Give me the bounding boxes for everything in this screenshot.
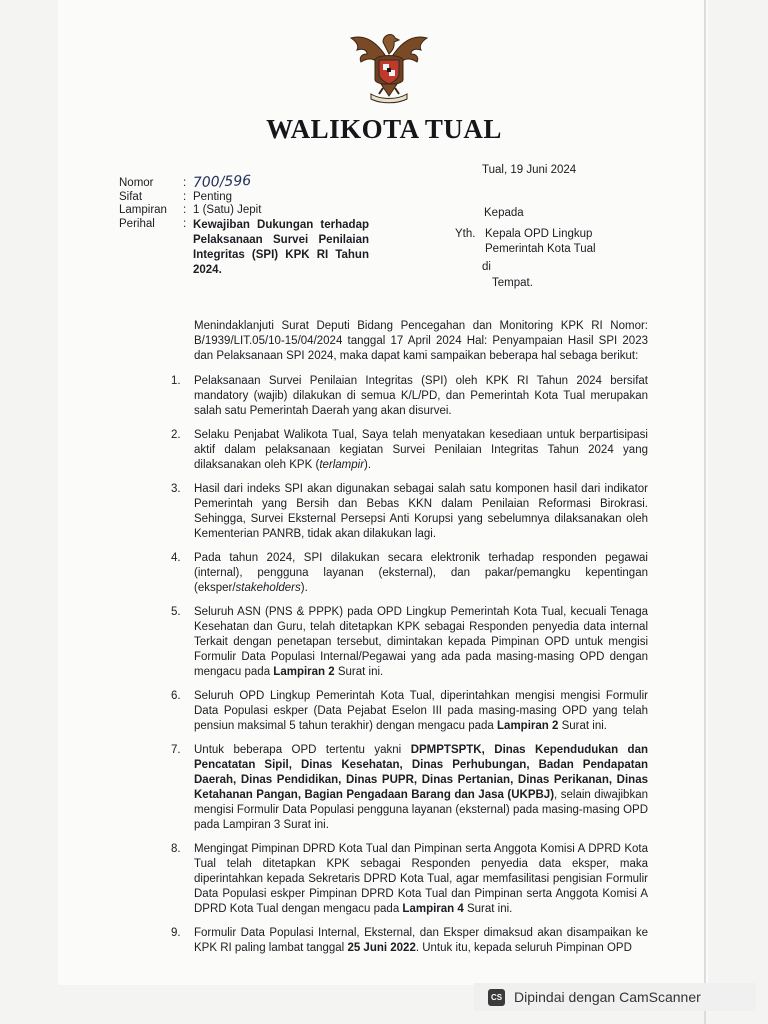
list-item xyxy=(171,551,648,596)
list-item xyxy=(171,605,648,680)
bold-term: Lampiran 4 xyxy=(402,903,464,915)
meta-row-perihal xyxy=(119,218,369,278)
list-item xyxy=(171,743,648,833)
addressee-recipient: Kepala OPD Lingkup Pemerintah Kota Tual xyxy=(485,228,596,255)
letterhead-title: WALIKOTA TUAL xyxy=(266,114,502,144)
list-item xyxy=(171,428,648,473)
meta-row-sifat xyxy=(119,191,369,205)
addressee-block xyxy=(455,206,651,291)
perihal-label: Perihal xyxy=(119,217,155,230)
perihal-colon: : xyxy=(183,217,187,230)
bold-term: 25 Juni 2022 xyxy=(347,942,416,954)
camscanner-watermark xyxy=(474,983,756,1011)
camscanner-icon: CS xyxy=(488,989,505,1006)
item-text: Pada tahun 2024, SPI dilakukan secara elektronik terhadap responden pegawai (internal), pengguna layanan (eksternal), dan pakar/pemangku kepentingan (eksper/stakeholders). xyxy=(194,552,648,594)
meta-row-lampiran xyxy=(119,204,369,218)
item-number: 9. xyxy=(171,927,181,939)
sifat-value: Penting xyxy=(193,190,233,203)
garuda-emblem-icon xyxy=(347,28,431,106)
item-text: Seluruh OPD Lingkup Pemerintah Kota Tual, diperintahkan mengisi mengisi Formulir Data Populasi eskper (Data Pejabat Eselon III pada masing-masing OPD yang telah pensiun maksimal 5 tahun terakhir) dengan mengacu pada Lampiran 2 Surat ini. xyxy=(194,690,648,732)
list-item xyxy=(171,926,648,956)
nomor-value: 700/596 xyxy=(192,172,252,192)
nomor-label: Nomor xyxy=(119,177,154,189)
italic-term: terlampir xyxy=(319,459,365,471)
item-text: Hasil dari indeks SPI akan digunakan sebagai salah satu komponen hasil dari indikator Pemerintah yang Bersih dan Bebas KKN dalam Penilaian Reformasi Birokrasi. Sehingga, Survei Eksternal Persepsi Anti Korupsi yang sebelumnya dilaksanakan oleh Kementerian PANRB, tidak akan dilakukan lagi. xyxy=(194,483,648,540)
page-edge xyxy=(704,0,706,1024)
item-text: Untuk beberapa OPD tertentu yakni DPMPTSPTK, Dinas Kependudukan dan Pencatatan Sipil, Dinas Kesehatan, Dinas Perhubungan, Badan Pendapatan Daerah, Dinas Pendidikan, Dinas PUPR, Dinas Pertanian, Dinas Perikanan, Dinas Ketahanan Pangan, Bagian Pengadaan Barang dan Jasa (UKPBJ), selain diwajibkan mengisi Formulir Data Populasi pengguna layanan (eksternal) pada masing-masing OPD pada Lampiran 3 Surat ini. xyxy=(194,744,648,831)
item-text: Mengingat Pimpinan DPRD Kota Tual dan Pimpinan serta Anggota Komisi A DPRD Kota Tual telah ditetapkan KPK sebagai Responden penyedia data eksper, maka diperintahkan kepada Sekretaris DPRD Kota Tual, agar memfasilitasi pengisian Formulir Data Populasi eskper Pimpinan DPRD Kota Tual dan Pimpinan serta Anggota Komisi A DPRD Kota Tual dengan mengacu pada Lampiran 4 Surat ini. xyxy=(194,843,648,915)
list-item xyxy=(171,374,648,419)
item-number: 7. xyxy=(171,744,181,756)
letter-body xyxy=(171,319,648,965)
lampiran-value: 1 (Satu) Jepit xyxy=(193,204,262,216)
letter-date: Tual, 19 Juni 2024 xyxy=(482,164,577,176)
item-number: 6. xyxy=(171,690,181,702)
item-number: 5. xyxy=(171,606,181,618)
item-number: 1. xyxy=(171,375,181,387)
addressee-yth: Yth. xyxy=(455,228,476,240)
italic-term: stakeholders xyxy=(235,582,301,594)
bold-term: DPMPTSPTK, Dinas Kependudukan dan Pencatatan Sipil, Dinas Kesehatan, Dinas Perhubungan, Badan Pendapatan Daerah, Dinas Pendidikan, Dinas PUPR, Dinas Pertanian, Dinas Perikanan, Dinas Ketahanan Pangan, Bagian Pengadaan Barang dan Jasa (UKPBJ) xyxy=(194,744,648,801)
bold-term: Lampiran 2 xyxy=(273,666,335,678)
perihal-value: Kewajiban Dukungan terhadap Pelaksanaan Survei Penilaian Integritas (SPI) KPK RI Tahun 2024. xyxy=(193,218,369,276)
item-text: Formulir Data Populasi Internal, Eksternal, dan Eksper dimaksud akan disampaikan ke KPK RI paling lambat tanggal 25 Juni 2022. Untuk itu, kepada seluruh Pimpinan OPD xyxy=(194,927,648,954)
item-text: Seluruh ASN (PNS & PPPK) pada OPD Lingkup Pemerintah Kota Tual, kecuali Tenaga Kesehatan dan Guru, telah ditetapkan KPK sebagai Responden penyedia data internal Terkait dengan penetapan tersebut, dimintakan kepada Pimpinan OPD untuk mengisi Formulir Data Populasi Internal/Pegawai yang ada pada masing-masing OPD dengan mengacu pada Lampiran 2 Surat ini. xyxy=(194,606,648,678)
lampiran-colon: : xyxy=(183,204,187,216)
meta-row-nomor xyxy=(119,172,369,192)
addressee-di: di xyxy=(482,261,491,273)
sifat-colon: : xyxy=(183,190,187,203)
item-number: 3. xyxy=(171,483,181,495)
item-text: Selaku Penjabat Walikota Tual, Saya telah menyatakan kesediaan untuk berpartisipasi aktif dalam pelaksanaan kegiatan Survei Penilaian Integritas Tahun 2024 yang dilaksanakan oleh KPK (terlampir). xyxy=(194,429,648,471)
list-item xyxy=(171,842,648,917)
lampiran-label: Lampiran xyxy=(119,204,167,216)
item-number: 2. xyxy=(171,429,181,441)
intro-paragraph: Menindaklanjuti Surat Deputi Bidang Pencegahan dan Monitoring KPK RI Nomor: B/1939/LIT.05/10-15/04/2024 tanggal 17 April 2024 Hal: Penyampaian Hasil SPI 2023 dan Pelaksanaan SPI 2024, maka dapat kami sampaikan beberapa hal sebaga berikut: xyxy=(194,320,648,362)
item-list xyxy=(171,374,648,956)
list-item xyxy=(171,689,648,734)
sifat-label: Sifat xyxy=(119,190,143,203)
camscanner-label: Dipindai dengan CamScanner xyxy=(514,989,701,1005)
nomor-colon: : xyxy=(183,177,187,189)
list-item xyxy=(171,482,648,542)
item-number: 4. xyxy=(171,552,181,564)
item-number: 8. xyxy=(171,843,181,855)
item-text: Pelaksanaan Survei Penilaian Integritas (SPI) oleh KPK RI Tahun 2024 bersifat mandatory (wajib) dilakukan di semua K/L/PD, dan Pemerintah Kota Tual merupakan salah satu Pemerintah Daerah yang akan disurvei. xyxy=(194,375,648,417)
bold-term: Lampiran 2 xyxy=(497,720,559,732)
letter-meta xyxy=(119,172,369,278)
addressee-kepada: Kepada xyxy=(484,207,524,219)
addressee-tempat: Tempat. xyxy=(492,277,533,289)
